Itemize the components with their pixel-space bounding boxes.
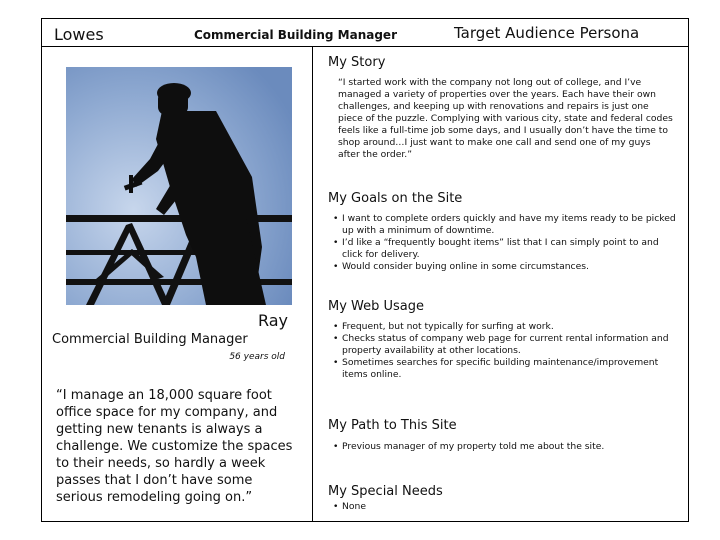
persona-name: Ray [257, 311, 288, 330]
goals-heading: My Goals on the Site [328, 191, 463, 206]
goals-list [332, 213, 678, 273]
persona-title: Target Audience Persona [454, 24, 640, 42]
list-item: • I’d like a “frequently bought items” list that I can simply point to and click for delivery. [332, 237, 678, 261]
story-text: “I started work with the company not long out of college, and I’ve managed a variety of properties over the years. Each have their own challenges, and keeping up with renovations and repairs is just one piece of the puzzle. Complying with various city, state and federal codes feels like a full-time job some days, and I usually don’t have the time to shop around…I just want to make one call and send one of my guys after the order.” [338, 77, 673, 160]
web-usage-heading: My Web Usage [328, 299, 425, 314]
list-item: • Checks status of company web page for current rental information and property availability at other locations. [332, 333, 678, 357]
special-needs-heading: My Special Needs [328, 484, 443, 499]
persona-card [41, 18, 689, 522]
list-item: • I want to complete orders quickly and have my items ready to be picked up with a minimum of downtime. [332, 213, 678, 237]
list-item: • Would consider buying online in some circumstances. [332, 261, 678, 273]
brand-name: Lowes [54, 25, 104, 44]
list-item: • None [332, 501, 678, 513]
list-item: • Frequent, but not typically for surfing at work. [332, 321, 678, 333]
persona-age: 56 years old [229, 352, 285, 362]
web-usage-list [332, 321, 678, 381]
persona-job: Commercial Building Manager [52, 332, 248, 347]
worker-silhouette-image [66, 67, 292, 305]
path-heading: My Path to This Site [328, 418, 457, 433]
persona-photo [66, 67, 292, 305]
header-bar [42, 19, 688, 47]
story-heading: My Story [328, 55, 386, 70]
special-needs-list [332, 501, 678, 513]
role-title: Commercial Building Manager [194, 28, 397, 42]
column-divider [312, 47, 313, 522]
list-item: • Previous manager of my property told me about the site. [332, 441, 678, 453]
persona-quote: “I manage an 18,000 square foot office space for my company, and getting new tenants is always a challenge. We customize the spaces to their needs, so hardly a week passes that I don’t have some serious remodeling going on.” [56, 388, 293, 505]
list-item: • Sometimes searches for specific building maintenance/improvement items online. [332, 357, 678, 381]
path-list [332, 441, 678, 453]
